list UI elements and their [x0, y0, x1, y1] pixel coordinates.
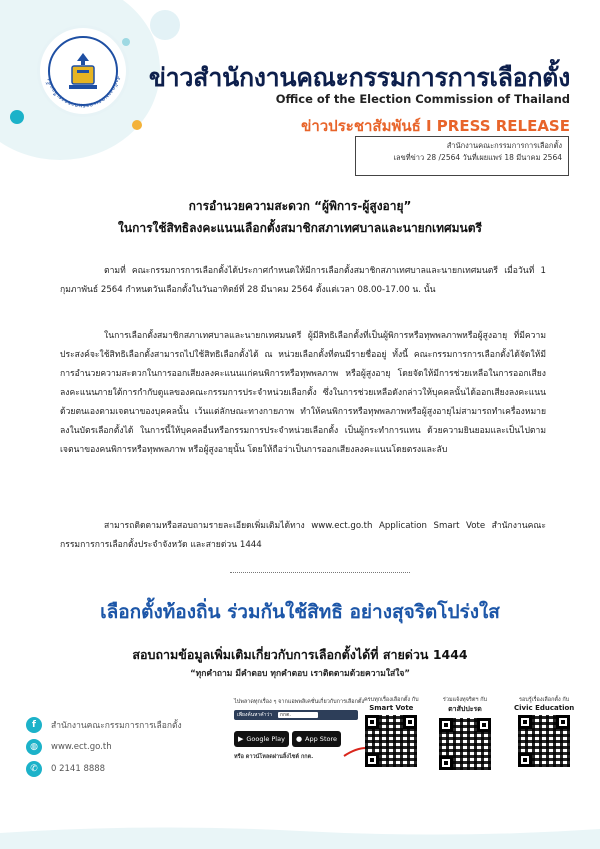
reference-box — [355, 136, 569, 176]
separator — [230, 572, 410, 573]
header-decoration — [150, 10, 180, 40]
app-note: หรือ ดาวน์โหลดผ่านลิ้งไซต์ กกต. — [234, 754, 314, 760]
qr-title: รอบรู้เรื่องเลือกตั้ง กับ — [519, 697, 570, 703]
qr-civic-education[interactable] — [514, 696, 574, 767]
headline-line-2: ในการใช้สิทธิลงคะแนนเลือกตั้งสมาชิกสภาเทศบาลและนายกเทศมนตรี — [118, 221, 482, 235]
app-search-label: เพียงค้นหาคำว่า — [237, 712, 273, 718]
qr-tasapparod[interactable] — [439, 696, 491, 770]
app-download-panel — [234, 698, 365, 778]
google-play-button[interactable] — [234, 731, 289, 747]
app-store-label: App Store — [305, 735, 337, 743]
logo-text: สำนักงานคณะกรรมการการเลือกตั้ง — [45, 74, 121, 110]
page-subtitle: Office of the Election Commission of Thailand — [275, 92, 570, 106]
qr-title: ครบทุกเรื่องเลือกตั้ง กับ — [364, 697, 419, 703]
phone-icon: ✆ — [26, 761, 42, 777]
body-text: ตามที่ คณะกรรมการการเลือกตั้งได้ประกาศกำหนดให้มีการเลือกตั้งสมาชิกสภาเทศบาลและนายกเทศมนตรี เมื่อวันที่ 1 กุมภาพันธ์ 2564 กำหนดวันเลือกตั้งในวันอาทิตย์ที่ 28 มีนาคม 2564 ตั้งแต่เวลา 08.00-17.00 น. นั้น — [60, 266, 546, 295]
qr-smart-vote[interactable] — [364, 696, 419, 767]
body-paragraph-1 — [60, 262, 546, 300]
qr-name: Civic Education — [514, 704, 575, 712]
header-decoration — [132, 120, 142, 130]
globe-icon: ◍ — [26, 739, 42, 755]
hotline-title: สอบถามข้อมูลเพิ่มเติมเกี่ยวกับการเลือกตั้งได้ที่ สายด่วน 1444 — [132, 647, 468, 662]
app-store-button[interactable] — [292, 731, 341, 747]
qr-code-icon — [365, 715, 417, 767]
contact-phone[interactable] — [26, 761, 105, 777]
app-caption: ไปพลาดทุกเรื่อง ๆ จากแอพพลิเคชั่นเกี่ยวกับการเลือกตั้ง — [234, 699, 365, 705]
qr-code-icon — [439, 718, 491, 770]
facebook-icon: f — [26, 717, 42, 733]
hotline-subtitle: “ทุกคำถาม มีคำตอบ ทุกคำตอบ เราติดตามด้วยความใส่ใจ” — [190, 669, 410, 679]
page-title: ข่าวสำนักงานคณะกรรมการการเลือกตั้ง — [148, 63, 570, 92]
reference-number-date: เลขที่ข่าว 28 /2564 วันที่เผยแพร่ 18 มีนาคม 2564 — [393, 153, 562, 162]
headline-line-1: การอำนวยความสะดวก “ผู้พิการ-ผู้สูงอายุ” — [188, 199, 412, 213]
header-decoration — [122, 38, 130, 46]
logo-emblem — [48, 36, 118, 106]
reference-org: สำนักงานคณะกรรมการการเลือกตั้ง — [446, 141, 562, 150]
contact-website[interactable] — [26, 739, 112, 755]
press-release-label: ข่าวประชาสัมพันธ์ I PRESS RELEASE — [301, 117, 570, 135]
website-label: www.ect.go.th — [51, 742, 112, 752]
google-play-label: Google Play — [246, 735, 285, 743]
slogan: เลือกตั้งท้องถิ่น ร่วมกันใช้สิทธิ อย่างสุจริตโปร่งใส — [100, 601, 500, 623]
contact-facebook[interactable] — [26, 717, 182, 733]
footer-wave-decoration — [0, 823, 600, 849]
app-search-value: กกต. — [278, 712, 318, 718]
body-text: ในการเลือกตั้งสมาชิกสภาเทศบาลและนายกเทศมนตรี ผู้มีสิทธิเลือกตั้งที่เป็นผู้พิการหรือทุพพลภาพหรือผู้สูงอายุ ที่มีความประสงค์จะใช้สิทธิเลือกตั้งสามารถไปใช้สิทธิเลือกตั้งได้ ณ หน่วยเลือกตั้งที่ตนมีรายชื่ออยู่ ทั้งนี้ คณะกรรมการการเลือกตั้งได้จัดให้มีการอำนวยความสะดวกในการออกเสียงลงคะแนนแก่คนพิการหรือทุพพลภาพ หรือผู้สูงอายุ โดยจัดให้มีการช่วยเหลือในการออกเสียงลงคะแนนภายใต้การกำกับดูแลของคณะกรรมการประจำหน่วยเลือกตั้ง ซึ่งในการช่วยเหลือดังกล่าวให้บุคคลนั้นได้ออกเสียงลงคะแนนด้วยตนเองตามเจตนาของบุคคลนั้น เว้นแต่ลักษณะทางกายภาพ ทำให้คนพิการหรือทุพพลภาพหรือผู้สูงอายุไม่สามารถทำเครื่องหมายลงในบัตรเลือกตั้งได้ ในการนี้ให้บุคคลอื่นหรือกรรมการประจำหน่วยเลือกตั้ง เป็นผู้กระทำการแทน ด้วยความยินยอมและเป็นไปตามเจตนาของคนพิการหรือทุพพลภาพ หรือผู้สูงอายุนั้น โดยให้ถือว่าเป็นการออกเสียงลงคะแนนโดยตรงและลับ — [60, 331, 546, 455]
ect-logo — [40, 28, 126, 114]
facebook-label: สำนักงานคณะกรรมการการเลือกตั้ง — [51, 721, 182, 731]
header-decoration — [10, 110, 24, 124]
body-paragraph-2 — [60, 327, 546, 460]
body-paragraph-3 — [60, 517, 546, 555]
app-search-bar — [234, 710, 358, 720]
body-text: สามารถติดตามหรือสอบถามรายละเอียดเพิ่มเติมได้ทาง www.ect.go.th Application Smart Vote สำนักงานคณะกรรมการการเลือกตั้งประจำจังหวัด และสายด่วน 1444 — [60, 521, 546, 550]
phone-label: 0 2141 8888 — [51, 764, 106, 774]
google-play-icon: ▶ — [238, 735, 244, 743]
qr-code-icon — [518, 715, 570, 767]
ballot-emblem-icon — [65, 51, 101, 91]
apple-icon: ● — [295, 735, 303, 743]
qr-name: ตาสัปปะรด — [448, 705, 482, 713]
qr-name: Smart Vote — [369, 704, 414, 712]
qr-title: ร่วมแจ้งทุจริตฯ กับ — [442, 697, 488, 703]
